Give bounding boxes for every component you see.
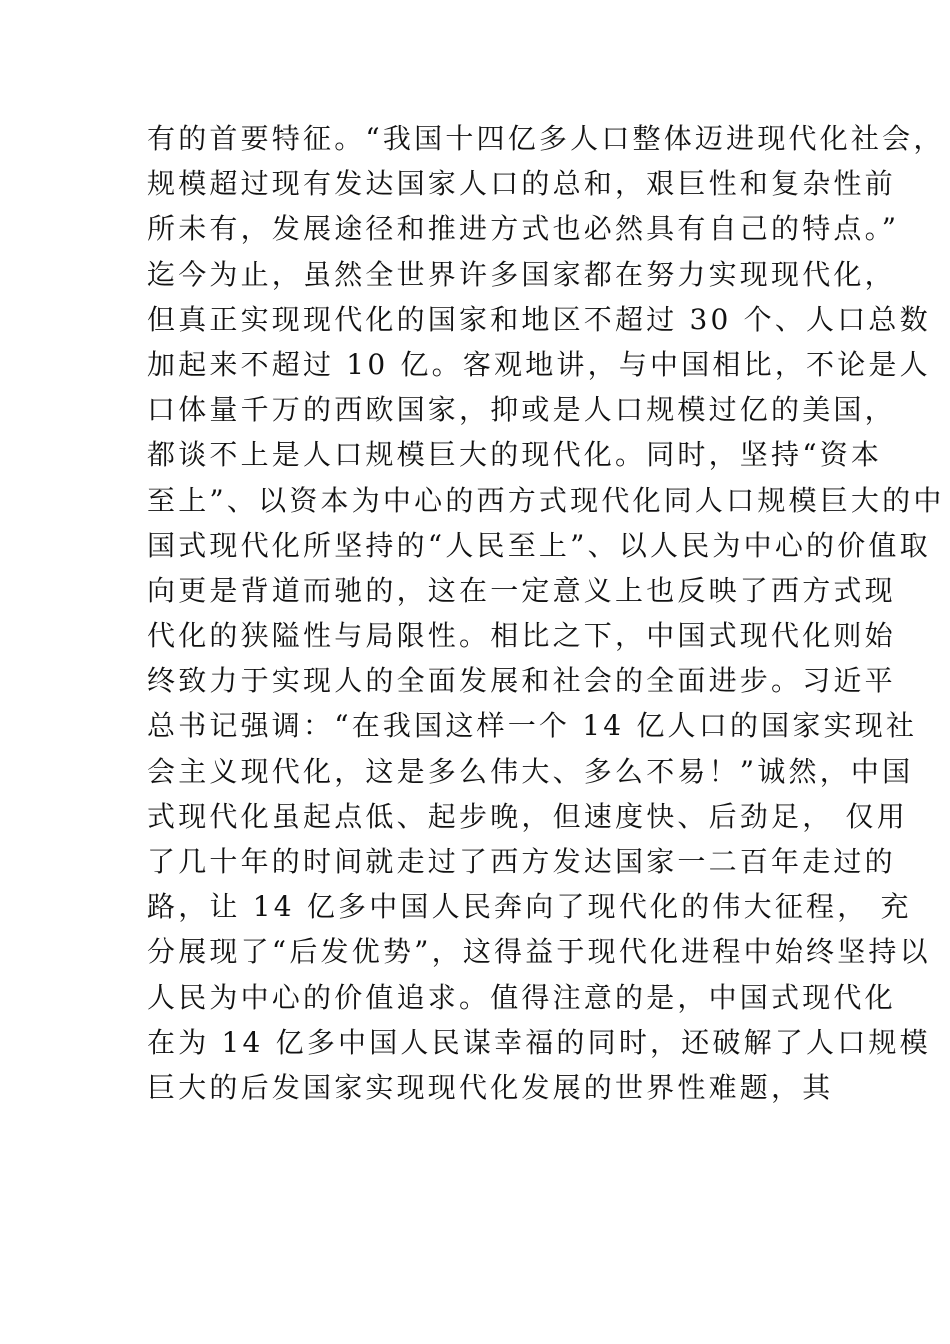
text-line: 在为 14 亿多中国人民谋幸福的同时，还破解了人口规模 (147, 1025, 931, 1059)
text-line: 加起来不超过 10 亿。客观地讲，与中国相比，不论是人 (147, 347, 931, 381)
text-line: 终致力于实现人的全面发展和社会的全面进步。习近平 (147, 664, 896, 698)
text-line: 代化的狭隘性与局限性。相比之下，中国式现代化则始 (147, 619, 896, 653)
text-line: 人民为中心的价值追求。值得注意的是，中国式现代化 (147, 980, 896, 1014)
text-line: 至上”、以资本为中心的西方式现代化同人口规模巨大的中 (147, 483, 945, 517)
text-line: 会主义现代化，这是多么伟大、多么不易！”诚然，中国 (147, 754, 914, 788)
text-line: 但真正实现现代化的国家和地区不超过 30 个、人口总数 (147, 302, 931, 336)
text-line: 路，让 14 亿多中国人民奔向了现代化的伟大征程， 充 (147, 890, 912, 924)
text-line: 总书记强调：“在我国这样一个 14 亿人口的国家实现社 (147, 709, 918, 743)
text-line: 都谈不上是人口规模巨大的现代化。同时，坚持“资本 (147, 438, 883, 472)
text-line: 有的首要特征。“我国十四亿多人口整体迈进现代化社会， (147, 122, 945, 155)
text-line: 口体量千万的西欧国家，抑或是人口规模过亿的美国， (147, 393, 896, 427)
text-line: 规模超过现有发达国家人口的总和，艰巨性和复杂性前 (147, 167, 896, 201)
text-line: 了几十年的时间就走过了西方发达国家一二百年走过的 (147, 845, 896, 878)
text-line: 分展现了“后发优势”，这得益于现代化进程中始终坚持以 (147, 935, 931, 969)
text-line: 巨大的后发国家实现现代化发展的世界性难题，其 (147, 1070, 834, 1104)
text-line: 迄今为止，虽然全世界许多国家都在努力实现现代化， (147, 257, 896, 291)
body-paragraph (147, 116, 945, 1110)
text-line: 向更是背道而驰的，这在一定意义上也反映了西方式现 (147, 573, 896, 607)
text-line: 式现代化虽起点低、起步晚，但速度快、后劲足， 仅用 (147, 799, 908, 833)
text-line: 所未有，发展途径和推进方式也必然具有自己的特点。” (147, 212, 900, 246)
text-line: 国式现代化所坚持的“人民至上”、以人民为中心的价值取 (147, 528, 931, 562)
